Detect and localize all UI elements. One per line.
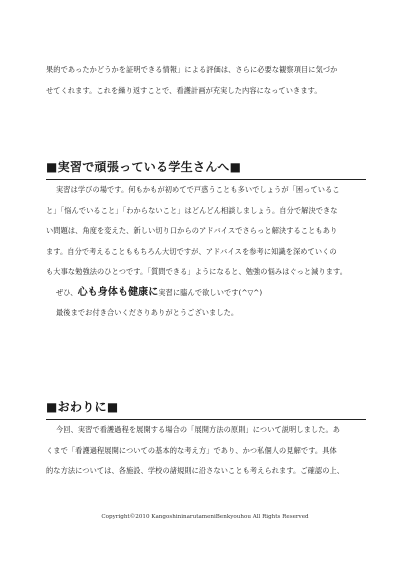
section-heading-closing: ■おわりに■	[46, 398, 366, 420]
closing-line-1: 今回、実習で看護過程を展開する場合の「展開方法の原則」について説明しました。あ	[56, 425, 341, 434]
students-paragraph	[46, 180, 364, 324]
students-line-3: い問題は、角度を変えた、新しい切り口からのアドバイスでさらっと解決することもあり	[46, 226, 338, 235]
intro-line-2: せてくれます。これを繰り返すことで、看護計画が充実した内容になっていきます。	[46, 85, 322, 95]
intro-line-1: 果的であったかどうかを証明できる情報」による評価は、さらに必要な観察項目に気づか	[46, 65, 338, 74]
section-heading-students: ■実習で頑張っている学生さんへ■	[46, 158, 366, 180]
students-line-5: も大事な勉強法のひとつです。「質問できる」ようになると、勉強の悩みはぐっと減ります。	[46, 267, 348, 276]
closing-line-2: くまで「看護過程展開についての基本的な考え方」であり、かつ私個人の見解です。具体	[46, 445, 337, 455]
students-line-1: 実習は学びの場です。何もかもが初めてで戸惑うことも多いでしょうが「困っているこ	[56, 185, 340, 194]
thanks-line: 最後までお付き合いくださりありがとうございました。	[56, 308, 239, 317]
wish-suffix: 実習に臨んで欲しいです(^▽^)	[158, 287, 263, 297]
students-line-2: と」「悩んでいること」「わからないこと」はどんどん相談しましょう。自分で解決できな	[46, 205, 338, 215]
closing-line-3: 的な方法については、各施設、学校の諸規則に沿さないことも考えられます。ご確認の上、	[46, 466, 345, 475]
copyright-footer: Copyright©2010 KangoshininarutameniBenkyouhou All Rights Reserved	[101, 514, 309, 520]
intro-paragraph	[46, 60, 364, 101]
wish-line	[46, 283, 364, 304]
wish-emphasis: 心も身体も健康に	[77, 286, 159, 298]
students-line-4: ます。自分で考えることももちろん大切ですが、アドバイスを参考に知識を深めていくの	[46, 246, 337, 256]
wish-prefix: ぜひ、	[56, 287, 78, 297]
closing-paragraph	[46, 420, 364, 482]
